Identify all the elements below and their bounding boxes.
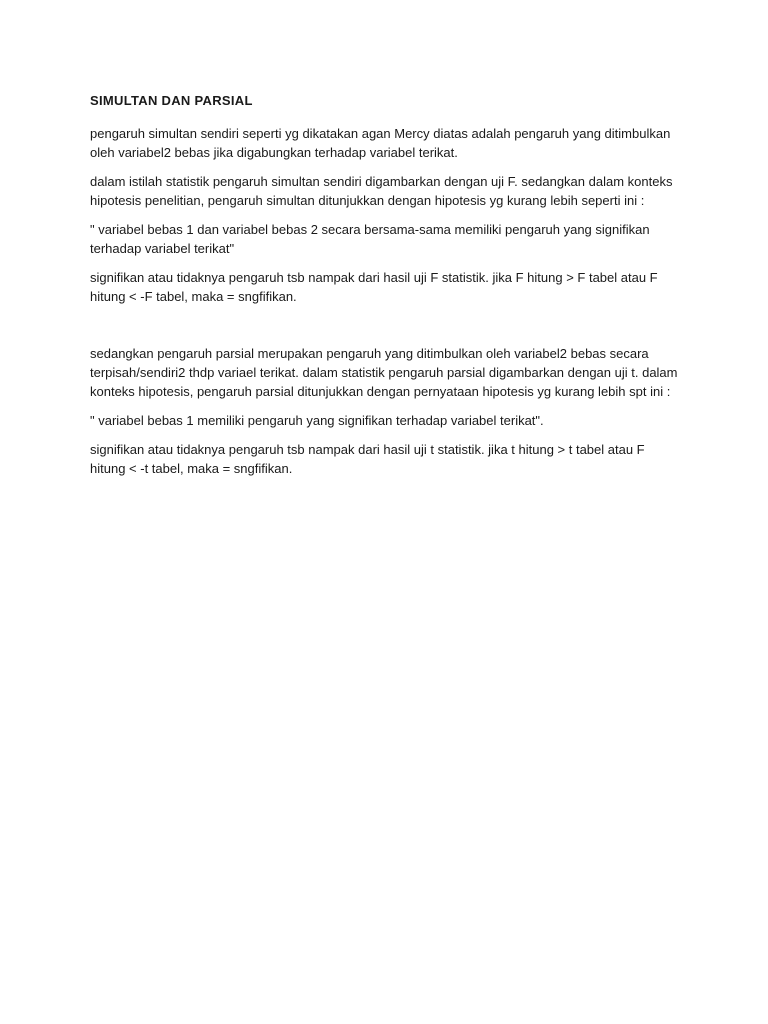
paragraph-parsial-definition: sedangkan pengaruh parsial merupakan pengaruh yang ditimbulkan oleh variabel2 bebas secara terpisah/sendiri2 thdp variael terikat. dalam statistik pengaruh parsial digambarkan dengan uji t. dalam konteks hipotesis, pengaruh parsial ditunjukkan dengan pernyataan hipotesis yg kurang lebih spt ini :	[90, 346, 678, 399]
section-spacer	[90, 316, 680, 344]
paragraph-simultan-uji-f: dalam istilah statistik pengaruh simultan sendiri digambarkan dengan uji F. sedangkan dalam konteks hipotesis penelitian, pengaruh simultan ditunjukkan dengan hipotesis yg kurang lebih seperti ini :	[90, 174, 673, 208]
paragraph-simultan-hypothesis: " variabel bebas 1 dan variabel bebas 2 secara bersama-sama memiliki pengaruh yang signifikan terhadap variabel terikat"	[90, 222, 650, 256]
paragraph-parsial-hypothesis: " variabel bebas 1 memiliki pengaruh yang signifikan terhadap variabel terikat".	[90, 413, 544, 428]
paragraph-parsial-significance: signifikan atau tidaknya pengaruh tsb nampak dari hasil uji t statistik. jika t hitung > t tabel atau F hitung < -t tabel, maka = sngfifikan.	[90, 442, 645, 476]
paragraph-simultan-significance: signifikan atau tidaknya pengaruh tsb nampak dari hasil uji F statistik. jika F hitung > F tabel atau F hitung < -F tabel, maka = sngfifikan.	[90, 270, 658, 304]
document-page	[90, 92, 680, 488]
paragraph-simultan-definition: pengaruh simultan sendiri seperti yg dikatakan agan Mercy diatas adalah pengaruh yang ditimbulkan oleh variabel2 bebas jika digabungkan terhadap variabel terikat.	[90, 126, 671, 160]
document-title: SIMULTAN DAN PARSIAL	[90, 93, 253, 108]
